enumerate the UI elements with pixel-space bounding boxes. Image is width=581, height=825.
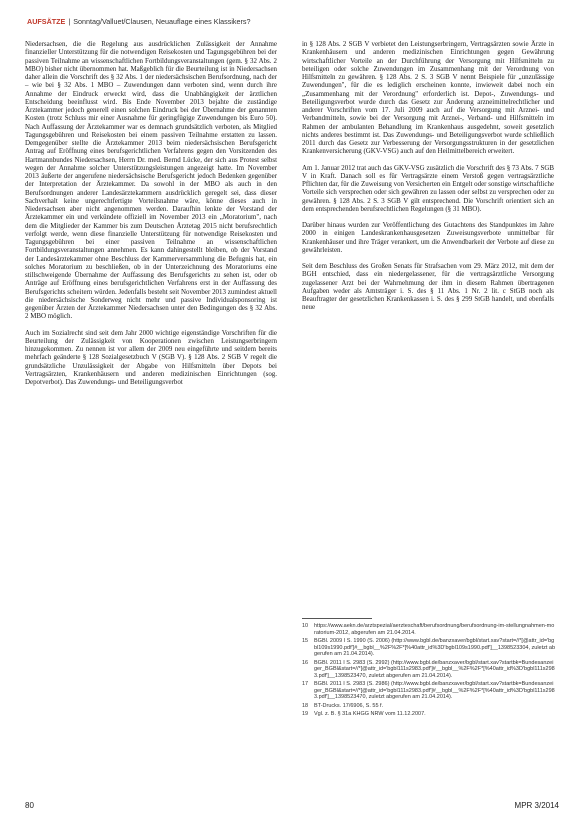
paragraph: Niedersachsen, die die Regelung aus ausdrücklichen Zulässigkeit der Annahme finanzieller Unterstützung für die notwendigen Reisekosten und Tagungsgebühren bei der passiven Teilnahme an wissenschaftlichen Fortbildungsveranstaltungen (gem. § 32 Abs. 2 MBO) bisher nicht übernommen hat. Maßgeblich für die Beurteilung ist in Niedersachsen daher allein die Vorschrift des § 32 Abs. 1 der niedersächsischen Berufsordnung, nach der – wie bei § 32 Abs. 1 MBO – Zuwendungen dann verboten sind, wenn durch ihre Annahme der Eindruck erweckt wird, dass die Unabhängigkeit der ärztlichen Entscheidung beeinflusst wird. Bis Ende November 2013 bejahte die zuständige Ärztekammer jedoch generell einen solchen Eindruck bei der Übernahme der genannten Kosten (trotz Schluss mir einer Ausnahme für geringfügige Zuwendungen bis Euro 50). Nach Auffassung der Ärztekammer war es demnach grundsätzlich verboten, als Mitglied Tagungsgebühren und Reisekosten bei einem passiven Teilnahme erstatten zu lassen. Demgegenüber stellte die Ärztekammer 2013 beim niedersächsischen Berufsgericht Antrag auf Eröffnung eines berufsgerichtlichen Verfahrens gegen den Vorsitzenden des Hartmannbundes Niedersachsen, Herrn Dr. med. Bernd Lücke, der sich aus Protest selbst wegen der Annahme solcher Unterstützungsleistungen angezeigt hatte. Im November 2013 äußerte der angerufene niedersächsische Berufsgericht jedoch Bedenken gegenüber der Interpretation der Ärztekammer. Da sowohl in der MBO als auch in den Berufsordnungen anderer Landesärztekammern ausdrücklich geregelt sei, dass dieser Sachverhalt keine ungerechtfertigte Vorteilsnahme wäre, könne dieses auch in Niedersachsen aber nicht angenommen werden. Daraufhin lenkte der Vorstand der Ärztekammer ein und verkündete offiziell im November 2013 ein „Moratorium", nach dem die Mitglieder der Kammer bis zum Deutschen Ärztetag 2015 nicht berufsrechtlich verfolgt werde, wenn diese finanzielle Unterstützung für notwendige Reisekosten und Tagungsgebühren bei einer passiven Teilnahme an wissenschaftlichen Fortbildungsveranstaltungen annehmen. Es kann dahingestellt bleiben, ob der Vorstand der Landesärztekammer ohne Beschluss der Kammerversammlung die Befugnis hat, ein solches Moratorium zu beschließen, ob in der Unterzeichnung des Moratoriums eine stillschweigende Übernahme der Auffassung des Berufsgerichts zu sehen ist, oder ob Anträge auf Eröffnung eines berufsgerichtlichen Verfahrens erst in der Auffassung des Berufsgerichts scheitern würden. Jedenfalls besteht seit November 2013 zumindest aktuell die niedersächsische Sonderweg nicht mehr und passive Individualsponsoring ist gegenüber Ärzten der Ärztekammer Niedersachsen unter den Bedingungen des § 32 Abs. 2 MBO möglich. [25,40,277,321]
footnote-text: BGBl. 2011 I S. 2983 (S. 2992) (http://www.bgbl.de/banzxaver/bgbl/start.xav?startbk=Bundesanzeiger_BGBl&start=//*[@attr_id='bgbl111s2983.pdf']#__bgbl__%2F%2F*[%40attr_id%3D'bgbl111s2983.pdf']__1398523470, zuletzt abgerufen am 21.04.2014). [314,659,555,679]
footnote-item [302,711,556,718]
footnote-text: Vgl. z. B. § 31a KHGG NRW vom 11.12.2007. [314,711,426,717]
footnote-number: 19 [302,711,309,717]
journal-issue: MPR 3/2014 [514,801,559,810]
footnote-item [302,660,556,680]
footnote-number: 16 [302,659,309,666]
paragraph: Am 1. Januar 2012 trat auch das GKV-VSG zusätzlich die Vorschrift des § 73 Abs. 7 SGB V in Kraft. Danach soll es für Vertragsärzte einem Verstoß gegen vertragsärztliche Pflichten dar, für die Zuweisung von Versicherten ein Entgelt oder sonstige wirtschaftliche Vorteile sich versprechen oder sich gewähren zu lassen oder selbst zu versprechen oder zu gewähren. § 128 Abs. 2 S. 3 SGB V gilt entsprechend. Die Vorschrift orientiert sich an dem entsprechenden berufsrechtlichen Regelungen (§ 31 MBO). [302,163,554,213]
footnote-item [302,638,556,658]
footnote-item [302,623,556,636]
right-text-column [302,40,554,320]
footnote-item [302,703,556,710]
paragraph: Seit dem Beschluss des Großen Senats für Strafsachen vom 29. März 2012, mit dem der BGH entschied, dass ein niedergelassener, für die vertragsärztliche Versorgung zugelassener Arzt bei der Wahrnehmung der ihm in diesem Rahmen übertragenen Aufgaben weder als Amtsträger i. S. des § 11 Abs. 1 Nr. 2 lit. c StGB noch als Beauftragter der gesetzlichen Krankenkassen i. S. des § 299 StGB handelt, und ebenfalls neue [302,262,554,312]
footnotes [302,618,556,720]
footnote-number: 15 [302,638,309,644]
header-separator: | [68,17,71,26]
footnote-text: https://www.aekn.de/arztspezial/aerzteschaft/berufsordnung/berufsordnung-im-stellungnahmen-moratorium-2012, abgerufen am 21.04.2014. [314,623,555,636]
footnote-rule [302,618,372,619]
footnote-number: 10 [302,623,309,629]
footnote-number: 17 [302,681,309,687]
footnote-text: BGBl. 2009 I S. 1990 (S. 2006) (http://www.bgbl.de/banzxaver/bgbl/start.xav?start=//*[@attr_id='bgbl109s1990.pdf']#__bgbl__%2F%2F*[%40attr_id%3D'bgbl109s1990.pdf']__1398523304, zuletzt abgerufen am 21.04.2014). [314,638,556,657]
section-label: AUFSÄTZE [27,17,66,26]
paragraph: Auch im Sozialrecht sind seit dem Jahr 2000 wichtige eigenständige Vorschriften für die Beurteilung der Zulässigkeit von Kooperationen zwischen Leistungserbringern hinzugekommen. Zu nennen ist vor allem der 2009 neu eingeführte und seitdem bereits mehrfach geänderte § 128 Sozialgesetzbuch V (SGB V). § 128 Abs. 2 SGB V regelt die grundsätzliche Unzulässigkeit der Abgabe von Hilfsmitteln über Depots bei Vertragsärzten, Krankenhäusern und anderen medizinischen Einrichtungen (sog. Depotverbot). Das Zuwendungs- und Beteiligungsverbot [25,328,277,386]
footnote-text: BGBl. 2011 I S. 2983 (S. 2986) (http://www.bgbl.de/banzxaver/bgbl/start.xav?startbk=Bundesanzeiger_BGBl&start=//*[@attr_id='bgbl111s2983.pdf']#__bgbl__%2F%2F*[%40attr_id%3D'bgbl111s2983.pdf']__1398523470, zuletzt abgerufen am 21.04.2014). [314,681,555,700]
page-number: 80 [25,801,34,810]
paragraph: in § 128 Abs. 2 SGB V verbietet den Leistungserbringern, Vertragsärzten sowie Ärzte in Krankenhäusern und anderen medizinischen Einrichtungen gegen Gewährung wirtschaftlicher Vorteile an der Durchführung der Versorgung mit Hilfsmitteln zu beteiligen oder solche Zuwendungen im Zusammenhang mit der Verordnung von Hilfsmitteln zu gewähren. § 128 Abs. 2 S. 3 SGB V nennt Beispiele für „unzulässige Zuwendungen", für die es lediglich erscheinen konnte, inwieweit dabei noch ein „Zusammenhang mit der Verordnung" erforderlich ist. Depot-, Zuwendungs- und Beteiligungsverbot wurde durch das Gesetz zur Änderung arzneimittelrechtlicher und anderer Vorschriften vom 17. Juli 2009 auch auf die Versorgung mit Arznei- und Verbandmitteln, sowie bei der Versorgung mit Arznei-, Verband- und Hilfsmitteln im Rahmen der ambulanten Behandlung im Krankenhaus ausgedehnt, soweit gesetzlich nichts anderes bestimmt ist. Das Zuwendungs- und Beteiligungsverbot wurde schließlich 2011 durch das Gesetz zur Verbesserung der Versorgungsstrukturen in der gesetzlichen Krankenversicherung (GKV-VSG) auch auf den Heilmittelbereich erweitert. [302,40,554,156]
footnote-item [302,681,556,701]
left-text-column [25,40,277,394]
footnote-number: 18 [302,702,309,709]
paragraph: Darüber hinaus wurden zur Veröffentlichung des Gutachtens des Standpunktes im Jahre 2000 in einigen Landeskrankenhausgesetzen Zuweisungsverbote unmittelbar für Krankenhäuser und ihre Träger verankert, um die Anwendbarkeit der Verbote auf diese zu gewährleisten. [302,221,554,254]
footnote-text: BT-Drucks. 17/6906, S. 55 f. [314,702,384,709]
running-header [27,17,557,26]
article-running-title: Sonntag/Valluet/Clausen, Neuauflage eines Klassikers? [73,17,251,26]
